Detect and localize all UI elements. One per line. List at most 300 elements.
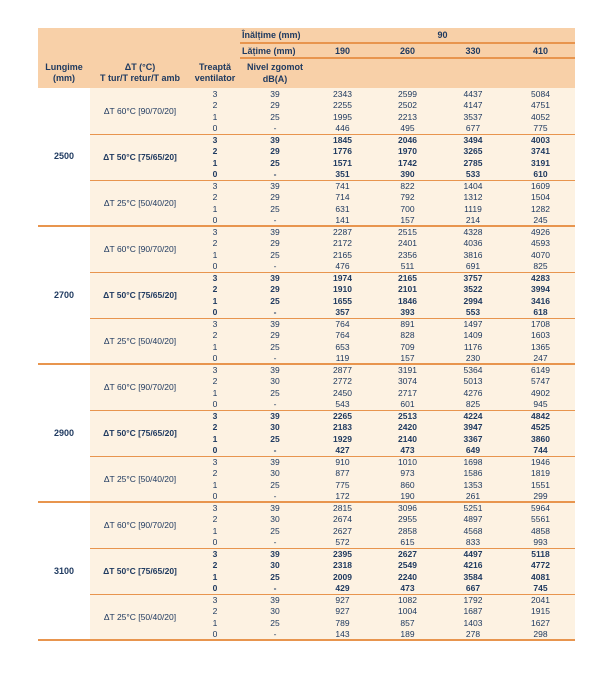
fan-stage-value: 3: [190, 88, 240, 100]
lungime-value: 2500: [38, 88, 90, 226]
fan-stage-value: 1: [190, 571, 240, 583]
output-value-latime-410: 5747: [506, 376, 575, 388]
fan-stage-value: 0: [190, 123, 240, 135]
output-value-latime-410: 1708: [506, 318, 575, 330]
noise-level-value: -: [240, 399, 310, 411]
output-value-latime-330: 261: [440, 491, 506, 503]
output-value-latime-330: 3757: [440, 272, 506, 284]
table-row: [38, 594, 575, 606]
noise-level-value: 30: [240, 606, 310, 618]
output-value-latime-190: 1776: [310, 146, 375, 158]
output-value-latime-260: 1010: [375, 456, 440, 468]
output-value-latime-260: 700: [375, 203, 440, 215]
noise-level-value: 25: [240, 433, 310, 445]
noise-level-value: 39: [240, 134, 310, 146]
fan-stage-value: 0: [190, 583, 240, 595]
output-value-latime-260: 860: [375, 479, 440, 491]
fan-stage-value: 1: [190, 433, 240, 445]
noise-level-value: 39: [240, 548, 310, 560]
output-value-latime-330: 3816: [440, 249, 506, 261]
output-value-latime-190: 1995: [310, 111, 375, 123]
output-value-latime-260: 615: [375, 537, 440, 549]
noise-level-value: 25: [240, 571, 310, 583]
noise-level-value: -: [240, 353, 310, 365]
fan-stage-value: 1: [190, 525, 240, 537]
output-value-latime-410: 618: [506, 307, 575, 319]
output-value-latime-330: 1312: [440, 192, 506, 204]
output-value-latime-410: 3416: [506, 295, 575, 307]
output-value-latime-190: 1929: [310, 433, 375, 445]
output-value-latime-190: 429: [310, 583, 375, 595]
output-value-latime-260: 190: [375, 491, 440, 503]
output-value-latime-260: 1004: [375, 606, 440, 618]
fan-stage-value: 0: [190, 491, 240, 503]
fan-stage-value: 1: [190, 617, 240, 629]
fan-stage-value: 2: [190, 330, 240, 342]
output-value-latime-410: 993: [506, 537, 575, 549]
latime-value-260: 260: [375, 43, 440, 58]
fan-stage-value: 3: [190, 456, 240, 468]
noise-level-value: 25: [240, 157, 310, 169]
output-value-latime-260: 2599: [375, 88, 440, 100]
output-value-latime-190: 789: [310, 617, 375, 629]
noise-level-value: 25: [240, 479, 310, 491]
noise-level-value: 30: [240, 376, 310, 388]
output-value-latime-260: 511: [375, 261, 440, 273]
fan-stage-value: 0: [190, 399, 240, 411]
output-value-latime-330: 214: [440, 215, 506, 227]
col-header-lungime: [38, 58, 90, 88]
output-value-latime-260: 473: [375, 445, 440, 457]
fan-stage-value: 1: [190, 295, 240, 307]
output-value-latime-410: 4593: [506, 238, 575, 250]
output-value-latime-260: 973: [375, 468, 440, 480]
output-value-latime-260: 2627: [375, 548, 440, 560]
noise-level-value: 39: [240, 226, 310, 238]
output-value-latime-260: 891: [375, 318, 440, 330]
delta-t-label: ΔT 25°C [50/40/20]: [90, 594, 190, 640]
output-value-latime-260: 601: [375, 399, 440, 411]
col-header-treapta: [190, 58, 240, 88]
output-value-latime-330: 4224: [440, 410, 506, 422]
output-value-latime-330: 1353: [440, 479, 506, 491]
output-value-latime-260: 157: [375, 353, 440, 365]
output-value-latime-410: 1551: [506, 479, 575, 491]
output-value-latime-190: 2450: [310, 387, 375, 399]
output-value-latime-410: 4842: [506, 410, 575, 422]
output-value-latime-410: 247: [506, 353, 575, 365]
noise-level-value: -: [240, 261, 310, 273]
heat-output-table: [38, 28, 575, 641]
output-value-latime-260: 1082: [375, 594, 440, 606]
output-value-latime-190: 741: [310, 180, 375, 192]
fan-stage-value: 0: [190, 169, 240, 181]
fan-stage-value: 2: [190, 238, 240, 250]
output-value-latime-190: 2627: [310, 525, 375, 537]
noise-level-value: 30: [240, 422, 310, 434]
output-value-latime-190: 141: [310, 215, 375, 227]
noise-level-value: -: [240, 123, 310, 135]
fan-stage-value: 2: [190, 514, 240, 526]
output-value-latime-190: 143: [310, 629, 375, 641]
table-row: [38, 410, 575, 422]
delta-t-label: ΔT 60°C [90/70/20]: [90, 88, 190, 134]
fan-stage-value: 0: [190, 537, 240, 549]
fan-stage-value: 2: [190, 100, 240, 112]
output-value-latime-260: 2420: [375, 422, 440, 434]
output-value-latime-260: 709: [375, 341, 440, 353]
output-value-latime-410: 1627: [506, 617, 575, 629]
output-value-latime-330: 4036: [440, 238, 506, 250]
fan-stage-value: 2: [190, 560, 240, 572]
output-value-latime-260: 3074: [375, 376, 440, 388]
output-value-latime-330: 833: [440, 537, 506, 549]
fan-stage-value: 1: [190, 203, 240, 215]
fan-stage-value: 3: [190, 502, 240, 514]
output-value-latime-260: 2549: [375, 560, 440, 572]
table-row: [38, 272, 575, 284]
fan-stage-value: 3: [190, 134, 240, 146]
output-value-latime-330: 825: [440, 399, 506, 411]
output-value-latime-190: 2172: [310, 238, 375, 250]
delta-t-label: ΔT 50°C [75/65/20]: [90, 134, 190, 180]
output-value-latime-190: 351: [310, 169, 375, 181]
output-value-latime-260: 495: [375, 123, 440, 135]
output-value-latime-410: 4052: [506, 111, 575, 123]
output-value-latime-330: 5013: [440, 376, 506, 388]
output-value-latime-410: 1819: [506, 468, 575, 480]
output-value-latime-260: 390: [375, 169, 440, 181]
fan-stage-value: 0: [190, 353, 240, 365]
output-value-latime-190: 119: [310, 353, 375, 365]
output-value-latime-190: 1910: [310, 284, 375, 296]
header-row-inaltime: [38, 28, 575, 43]
delta-t-label: ΔT 25°C [50/40/20]: [90, 318, 190, 364]
output-value-latime-260: 3096: [375, 502, 440, 514]
output-value-latime-190: 775: [310, 479, 375, 491]
output-value-latime-260: 189: [375, 629, 440, 641]
col-header-lungime-line1: Lungime: [45, 61, 83, 72]
output-value-latime-190: 1974: [310, 272, 375, 284]
output-value-latime-410: 4902: [506, 387, 575, 399]
lungime-value: 2700: [38, 226, 90, 364]
output-value-latime-190: 1845: [310, 134, 375, 146]
output-value-latime-410: 2041: [506, 594, 575, 606]
output-value-latime-260: 473: [375, 583, 440, 595]
delta-t-label: ΔT 50°C [75/65/20]: [90, 410, 190, 456]
fan-stage-value: 2: [190, 376, 240, 388]
table-row: [38, 88, 575, 100]
noise-level-value: 39: [240, 180, 310, 192]
delta-t-label: ΔT 50°C [75/65/20]: [90, 272, 190, 318]
col-header-delta-t: [90, 58, 190, 88]
output-value-latime-260: 2213: [375, 111, 440, 123]
output-value-latime-330: 5364: [440, 364, 506, 376]
output-value-latime-260: 1742: [375, 157, 440, 169]
output-value-latime-190: 572: [310, 537, 375, 549]
output-value-latime-190: 2395: [310, 548, 375, 560]
output-value-latime-330: 3367: [440, 433, 506, 445]
output-value-latime-330: 4276: [440, 387, 506, 399]
noise-level-value: 29: [240, 146, 310, 158]
fan-stage-value: 2: [190, 192, 240, 204]
output-value-latime-190: 2287: [310, 226, 375, 238]
noise-level-value: -: [240, 307, 310, 319]
fan-stage-value: 1: [190, 479, 240, 491]
noise-level-value: 39: [240, 272, 310, 284]
output-value-latime-410: 4751: [506, 100, 575, 112]
output-value-latime-330: 2785: [440, 157, 506, 169]
header-row-latime: [38, 43, 575, 58]
fan-stage-value: 2: [190, 422, 240, 434]
output-value-latime-260: 3191: [375, 364, 440, 376]
delta-t-label: ΔT 50°C [75/65/20]: [90, 548, 190, 594]
output-value-latime-410: 299: [506, 491, 575, 503]
output-value-latime-410: 4070: [506, 249, 575, 261]
noise-level-value: -: [240, 445, 310, 457]
output-value-latime-330: 1409: [440, 330, 506, 342]
noise-level-value: 39: [240, 502, 310, 514]
lungime-value: 2900: [38, 364, 90, 502]
output-value-latime-260: 2717: [375, 387, 440, 399]
noise-level-value: 30: [240, 560, 310, 572]
output-value-latime-410: 1603: [506, 330, 575, 342]
output-value-latime-410: 3191: [506, 157, 575, 169]
datasheet-table-container: [38, 28, 575, 641]
output-value-latime-260: 2140: [375, 433, 440, 445]
output-value-latime-330: 1497: [440, 318, 506, 330]
output-value-latime-330: 4437: [440, 88, 506, 100]
col-header-delta-line2: T tur/T retur/T amb: [99, 73, 180, 83]
delta-t-label: ΔT 60°C [90/70/20]: [90, 364, 190, 410]
output-value-latime-410: 5561: [506, 514, 575, 526]
table-row: [38, 548, 575, 560]
latime-label: Lățime (mm): [240, 43, 310, 58]
output-value-latime-190: 764: [310, 330, 375, 342]
fan-stage-value: 3: [190, 226, 240, 238]
output-value-latime-410: 1282: [506, 203, 575, 215]
output-value-latime-330: 677: [440, 123, 506, 135]
output-value-latime-330: 1687: [440, 606, 506, 618]
output-value-latime-410: 4772: [506, 560, 575, 572]
header-row-columns: [38, 58, 575, 88]
output-value-latime-330: 3494: [440, 134, 506, 146]
output-value-latime-190: 2877: [310, 364, 375, 376]
col-header-treapta-line1: Treaptă: [198, 61, 231, 72]
output-value-latime-190: 2343: [310, 88, 375, 100]
output-value-latime-410: 4858: [506, 525, 575, 537]
noise-level-value: -: [240, 629, 310, 641]
table-body: [38, 88, 575, 640]
table-row: [38, 226, 575, 238]
fan-stage-value: 1: [190, 111, 240, 123]
output-value-latime-260: 2240: [375, 571, 440, 583]
output-value-latime-190: 631: [310, 203, 375, 215]
col-header-treapta-line2: ventilator: [194, 73, 236, 83]
output-value-latime-330: 667: [440, 583, 506, 595]
output-value-latime-410: 4926: [506, 226, 575, 238]
output-value-latime-190: 1655: [310, 295, 375, 307]
output-value-latime-190: 2009: [310, 571, 375, 583]
output-value-latime-330: 3265: [440, 146, 506, 158]
output-value-latime-410: 610: [506, 169, 575, 181]
output-value-latime-410: 3860: [506, 433, 575, 445]
output-value-latime-190: 2183: [310, 422, 375, 434]
col-header-nivel-line1: Nivel zgomot: [246, 62, 303, 73]
table-row: [38, 502, 575, 514]
output-value-latime-260: 2515: [375, 226, 440, 238]
output-value-latime-330: 1403: [440, 617, 506, 629]
output-value-latime-190: 2674: [310, 514, 375, 526]
noise-level-value: 29: [240, 330, 310, 342]
fan-stage-value: 2: [190, 468, 240, 480]
output-value-latime-190: 764: [310, 318, 375, 330]
output-value-latime-260: 157: [375, 215, 440, 227]
output-value-latime-410: 1946: [506, 456, 575, 468]
delta-t-label: ΔT 25°C [50/40/20]: [90, 180, 190, 226]
output-value-latime-260: 822: [375, 180, 440, 192]
output-value-latime-410: 4081: [506, 571, 575, 583]
output-value-latime-410: 3741: [506, 146, 575, 158]
output-value-latime-410: 744: [506, 445, 575, 457]
output-value-latime-330: 1792: [440, 594, 506, 606]
output-value-latime-410: 1504: [506, 192, 575, 204]
output-value-latime-330: 2994: [440, 295, 506, 307]
latime-value-330: 330: [440, 43, 506, 58]
output-value-latime-260: 2101: [375, 284, 440, 296]
noise-level-value: 39: [240, 594, 310, 606]
table-row: [38, 180, 575, 192]
noise-level-value: 29: [240, 192, 310, 204]
output-value-latime-410: 5964: [506, 502, 575, 514]
output-value-latime-190: 357: [310, 307, 375, 319]
output-value-latime-260: 857: [375, 617, 440, 629]
output-value-latime-410: 4003: [506, 134, 575, 146]
output-value-latime-330: 3522: [440, 284, 506, 296]
fan-stage-value: 3: [190, 364, 240, 376]
fan-stage-value: 1: [190, 387, 240, 399]
delta-t-label: ΔT 60°C [90/70/20]: [90, 502, 190, 548]
output-value-latime-190: 2318: [310, 560, 375, 572]
output-value-latime-330: 3537: [440, 111, 506, 123]
fan-stage-value: 3: [190, 410, 240, 422]
output-value-latime-190: 427: [310, 445, 375, 457]
output-value-latime-190: 2165: [310, 249, 375, 261]
output-value-latime-330: 1698: [440, 456, 506, 468]
output-value-latime-190: 927: [310, 606, 375, 618]
col-header-delta-line1: ΔT (°C): [124, 61, 156, 72]
fan-stage-value: 3: [190, 594, 240, 606]
col-header-nivel-zgomot: [240, 58, 310, 88]
fan-stage-value: 1: [190, 157, 240, 169]
noise-level-value: 39: [240, 88, 310, 100]
fan-stage-value: 3: [190, 318, 240, 330]
output-value-latime-190: 2255: [310, 100, 375, 112]
output-value-latime-330: 4216: [440, 560, 506, 572]
output-value-latime-260: 2502: [375, 100, 440, 112]
noise-level-value: 30: [240, 514, 310, 526]
header-spacer: [38, 43, 240, 58]
output-value-latime-330: 1404: [440, 180, 506, 192]
noise-level-value: 30: [240, 468, 310, 480]
output-value-latime-190: 714: [310, 192, 375, 204]
delta-t-label: ΔT 60°C [90/70/20]: [90, 226, 190, 272]
noise-level-value: 29: [240, 284, 310, 296]
table-row: [38, 318, 575, 330]
noise-level-value: 39: [240, 364, 310, 376]
output-value-latime-410: 1915: [506, 606, 575, 618]
inaltime-value: 90: [310, 28, 575, 43]
output-value-latime-190: 2265: [310, 410, 375, 422]
noise-level-value: -: [240, 491, 310, 503]
noise-level-value: -: [240, 169, 310, 181]
noise-level-value: 25: [240, 203, 310, 215]
output-value-latime-260: 2858: [375, 525, 440, 537]
output-value-latime-330: 5251: [440, 502, 506, 514]
table-row: [38, 134, 575, 146]
output-value-latime-260: 2513: [375, 410, 440, 422]
output-value-latime-410: 825: [506, 261, 575, 273]
fan-stage-value: 0: [190, 307, 240, 319]
output-value-latime-330: 230: [440, 353, 506, 365]
output-value-latime-190: 476: [310, 261, 375, 273]
fan-stage-value: 3: [190, 548, 240, 560]
table-header: [38, 28, 575, 88]
output-value-latime-330: 278: [440, 629, 506, 641]
output-value-latime-260: 792: [375, 192, 440, 204]
output-value-latime-260: 393: [375, 307, 440, 319]
output-value-latime-410: 245: [506, 215, 575, 227]
fan-stage-value: 0: [190, 261, 240, 273]
output-value-latime-190: 910: [310, 456, 375, 468]
delta-t-label: ΔT 25°C [50/40/20]: [90, 456, 190, 502]
noise-level-value: 25: [240, 249, 310, 261]
noise-level-value: 39: [240, 410, 310, 422]
output-value-latime-330: 691: [440, 261, 506, 273]
output-value-latime-330: 1119: [440, 203, 506, 215]
fan-stage-value: 2: [190, 284, 240, 296]
output-value-latime-330: 649: [440, 445, 506, 457]
noise-level-value: 25: [240, 387, 310, 399]
output-value-latime-190: 927: [310, 594, 375, 606]
output-value-latime-330: 4497: [440, 548, 506, 560]
noise-level-value: 25: [240, 341, 310, 353]
fan-stage-value: 0: [190, 629, 240, 641]
output-value-latime-330: 4147: [440, 100, 506, 112]
fan-stage-value: 0: [190, 215, 240, 227]
output-value-latime-330: 553: [440, 307, 506, 319]
noise-level-value: 25: [240, 111, 310, 123]
output-value-latime-190: 543: [310, 399, 375, 411]
output-value-latime-260: 2046: [375, 134, 440, 146]
output-value-latime-410: 298: [506, 629, 575, 641]
fan-stage-value: 2: [190, 146, 240, 158]
output-value-latime-260: 1970: [375, 146, 440, 158]
col-header-nivel-line2: dB(A): [262, 73, 288, 84]
output-value-latime-190: 1571: [310, 157, 375, 169]
header-spacer: [38, 28, 240, 43]
output-value-latime-260: 1846: [375, 295, 440, 307]
col-header-lungime-line2: (mm): [53, 73, 75, 83]
output-value-latime-410: 1609: [506, 180, 575, 192]
noise-level-value: 29: [240, 238, 310, 250]
output-value-latime-260: 2356: [375, 249, 440, 261]
output-value-latime-330: 4568: [440, 525, 506, 537]
output-value-latime-410: 3994: [506, 284, 575, 296]
output-value-latime-190: 877: [310, 468, 375, 480]
output-value-latime-330: 3584: [440, 571, 506, 583]
output-value-latime-410: 945: [506, 399, 575, 411]
